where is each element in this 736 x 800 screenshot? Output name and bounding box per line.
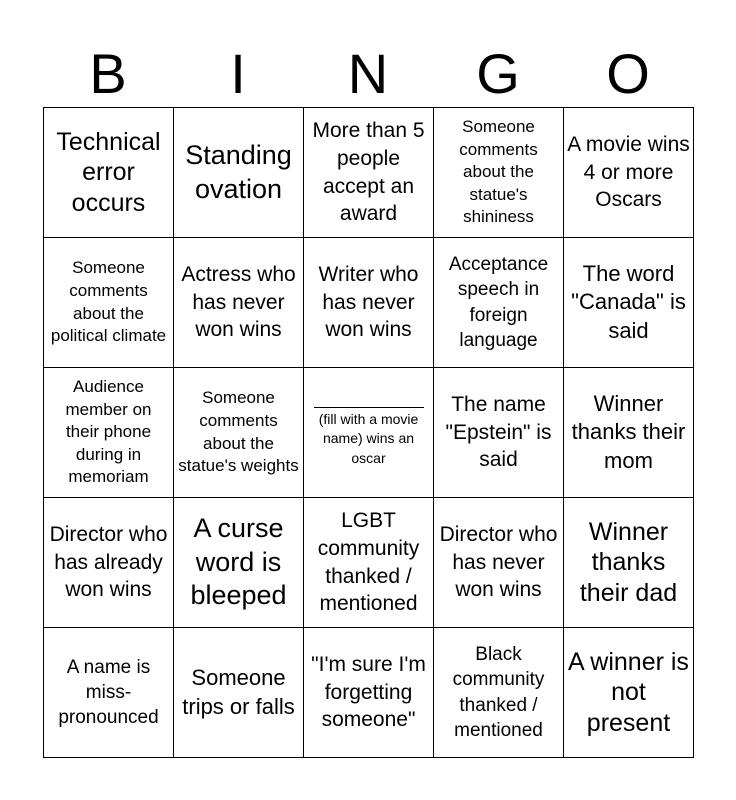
bingo-cell[interactable] — [174, 238, 304, 368]
header-letter-n: N — [347, 42, 389, 105]
bingo-cell[interactable] — [564, 368, 694, 498]
cell-text: Technical error occurs — [56, 127, 161, 217]
bingo-cell[interactable] — [44, 108, 174, 238]
bingo-cell[interactable] — [434, 368, 564, 498]
header-letter-i: I — [230, 42, 246, 105]
header-letter-o: O — [606, 42, 650, 105]
board-row — [44, 238, 694, 368]
bingo-cell[interactable] — [304, 628, 434, 758]
bingo-cell[interactable] — [304, 108, 434, 238]
bingo-cell[interactable] — [174, 498, 304, 628]
bingo-cell[interactable] — [304, 238, 434, 368]
cell-text: Black community thanked / mentioned — [452, 644, 545, 741]
bingo-cell[interactable] — [564, 108, 694, 238]
cell-text: Audience member on their phone during in memoriam — [65, 376, 152, 487]
board-row — [44, 628, 694, 758]
board-row — [44, 368, 694, 498]
blank-line — [314, 397, 424, 408]
cell-text: A movie wins 4 or more Oscars — [567, 132, 690, 212]
bingo-cell[interactable] — [434, 498, 564, 628]
cell-text: (fill with a movie name) wins an oscar — [318, 410, 419, 466]
bingo-header — [43, 40, 693, 108]
cell-text: The word "Canada" is said — [571, 260, 686, 343]
bingo-cell[interactable] — [174, 368, 304, 498]
cell-text: Someone comments about the political climate — [50, 258, 167, 346]
bingo-cell[interactable] — [564, 628, 694, 758]
cell-text: Actress who has never won wins — [181, 262, 296, 342]
cell-text: A winner is not present — [568, 647, 689, 737]
cell-text: "I'm sure I'm forgetting someone" — [311, 652, 426, 732]
bingo-cell-fill-in[interactable] — [304, 368, 434, 498]
cell-text: Winner thanks their mom — [571, 390, 686, 473]
cell-text: A name is miss-pronounced — [58, 656, 159, 729]
bingo-cell[interactable] — [44, 498, 174, 628]
bingo-cell[interactable] — [174, 628, 304, 758]
bingo-cell[interactable] — [174, 108, 304, 238]
board-row — [44, 108, 694, 238]
bingo-cell[interactable] — [564, 498, 694, 628]
cell-text: LGBT community thanked / mentioned — [317, 509, 420, 616]
bingo-cell[interactable] — [434, 238, 564, 368]
cell-text: Winner thanks their dad — [579, 517, 678, 607]
cell-text: Someone comments about the statue's weights — [178, 388, 299, 476]
cell-text: More than 5 people accept an award — [312, 119, 425, 226]
board-row — [44, 498, 694, 628]
bingo-cell[interactable] — [304, 498, 434, 628]
cell-text: Someone trips or falls — [182, 664, 295, 719]
cell-text: Standing ovation — [185, 139, 292, 204]
bingo-cell[interactable] — [564, 238, 694, 368]
cell-text: A curse word is bleeped — [190, 512, 287, 611]
bingo-cell[interactable] — [44, 238, 174, 368]
cell-text: Acceptance speech in foreign language — [448, 254, 549, 351]
cell-text: Director who has already won wins — [49, 522, 168, 602]
cell-text: Someone comments about the statue's shininess — [459, 116, 538, 227]
header-letter-b: B — [89, 42, 127, 105]
bingo-cell[interactable] — [44, 368, 174, 498]
cell-text: Writer who has never won wins — [318, 262, 419, 342]
bingo-cell[interactable] — [434, 108, 564, 238]
bingo-board — [43, 107, 694, 758]
header-letter-g: G — [476, 42, 520, 105]
bingo-cell[interactable] — [44, 628, 174, 758]
bingo-cell[interactable] — [434, 628, 564, 758]
cell-text: Director who has never won wins — [439, 522, 558, 602]
cell-text: The name "Epstein" is said — [445, 392, 552, 472]
